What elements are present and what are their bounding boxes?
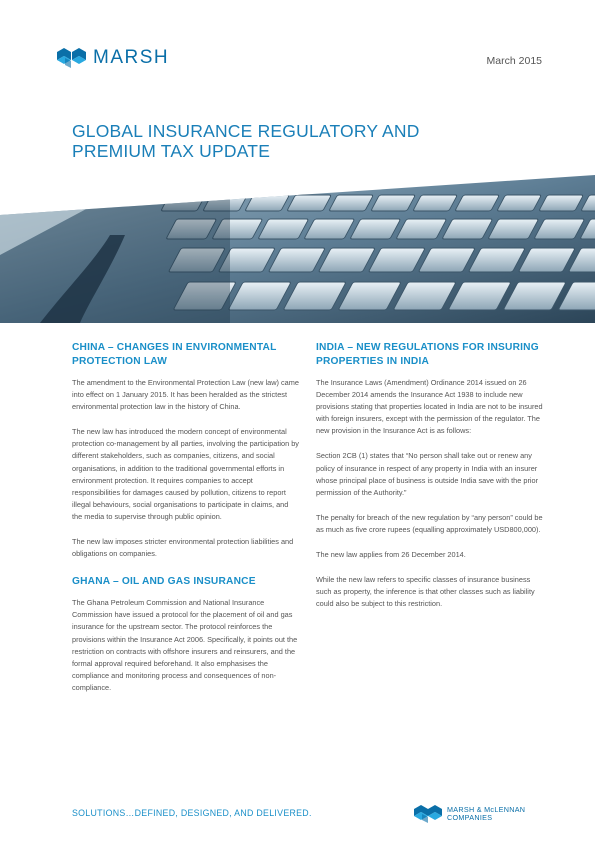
india-paragraph-4: The new law applies from 26 December 2014. (316, 550, 466, 560)
china-heading: CHINA – CHANGES IN ENVIRONMENTAL PROTECTION LAW (72, 342, 277, 367)
footer-tagline: SOLUTIONS…DEFINED, DESIGNED, AND DELIVERED. (72, 808, 312, 818)
brand-name: MARSH (93, 47, 170, 68)
left-column (72, 341, 300, 707)
india-paragraph-1: The Insurance Laws (Amendment) Ordinance 2014 issued on 26 December 2014 amends the Insurance Act 1938 to include new provisions stating that properties located in India are not to be insured with foreign insurers, except with the permission of the regulator. The new provision in the Insurance Act is as follows: (316, 378, 543, 436)
india-paragraph-3: The penalty for breach of the new regulation by “any person” could be as much as five crore rupees (equalling approximately USD800,000). (316, 512, 543, 534)
marsh-logo-icon (57, 48, 87, 68)
mmc-line-1: MARSH & McLENNAN (447, 804, 526, 814)
keyboard-hero-image (0, 175, 595, 323)
issue-date: March 2015 (486, 55, 542, 67)
ghana-paragraph-1: The Ghana Petroleum Commission and National Insurance Commission have issued a protocol for the placement of oil and gas insurance for the upstream sector. The protocol reinforces the provisions within the Insurance Act 2006. Specifically, it points out the restriction on contracts with offshore insurers and reinsurers, and the formal approval required beforehand. It also emphasises the compliance and monitoring process and consequences of non-compliance. (72, 598, 298, 692)
title-line-2: PREMIUM TAX UPDATE (72, 141, 271, 161)
page-title (72, 121, 492, 161)
india-heading: INDIA – NEW REGULATIONS FOR INSURING PROPERTIES IN INDIA (316, 342, 539, 367)
china-paragraph-1: The amendment to the Environmental Protection Law (new law) came into effect on 1 January 2015. It has been heralded as the strictest environmental protection law in the history of China. (72, 378, 299, 412)
mmc-line-2: COMPANIES (447, 813, 493, 822)
ghana-heading: GHANA – OIL AND GAS INSURANCE (72, 576, 256, 588)
china-paragraph-2: The new law has introduced the modern concept of environmental protection co-management by all parties, involving the participation by different stakeholders, such as companies, citizens, and social organisations, in addition to the traditional governmental efforts in environment protection. It requires companies to accept responsibilities for damages caused by pollution, citizens to report illegal behaviours, social organisations to participate in claims, and the media to supervise through public opinion. (72, 427, 299, 521)
india-paragraph-5: While the new law refers to specific classes of insurance business such as property, the inference is that other classes such as liability could also be subject to this restriction. (316, 575, 535, 609)
title-line-1: GLOBAL INSURANCE REGULATORY AND (72, 121, 420, 141)
india-paragraph-2: Section 2CB (1) states that “No person shall take out or renew any policy of insurance in respect of any property in India with an insurer whose principal place of business is outside India save with the prior permission of the Authority.” (316, 451, 539, 497)
right-column (316, 341, 544, 623)
mmc-logo-icon (414, 805, 442, 823)
china-paragraph-3: The new law imposes stricter environmental protection liabilities and obligations on companies. (72, 537, 294, 559)
mmc-logo-text (447, 806, 525, 823)
marsh-logo (57, 47, 169, 69)
mmc-logo (414, 805, 525, 823)
